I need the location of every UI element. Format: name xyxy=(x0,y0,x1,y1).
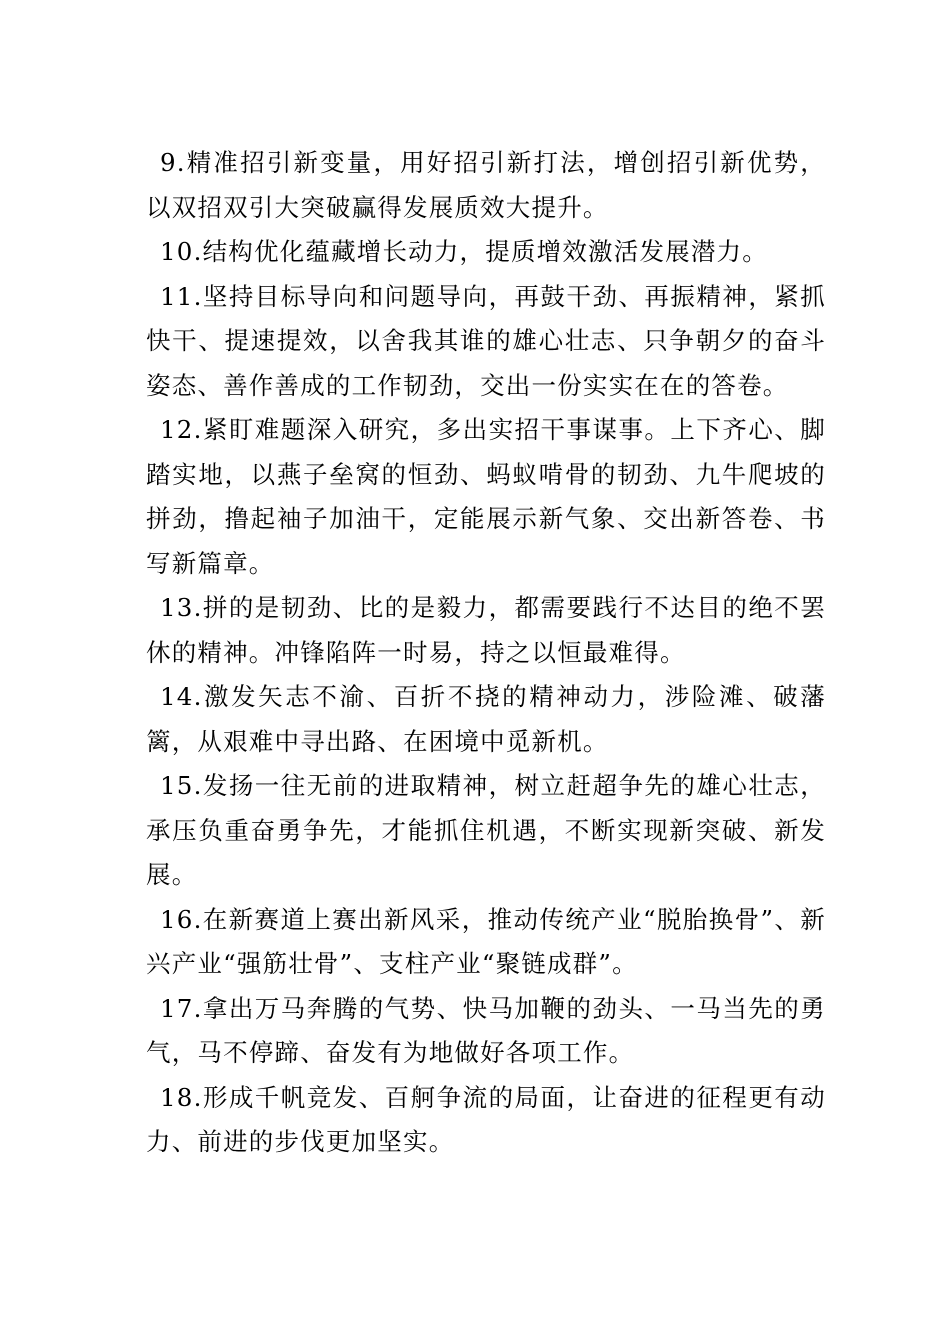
paragraph-18: 18.形成千帆竞发、百舸争流的局面，让奋进的征程更有动力、前进的步伐更加坚实。 xyxy=(146,1082,826,1156)
paragraph-14: 14.激发矢志不渝、百折不挠的精神动力，涉险滩、破藩篱，从艰难中寻出路、在困境中觅新机。 xyxy=(146,682,826,756)
document-page xyxy=(146,141,826,1165)
paragraph-10: 10.结构优化蕴藏增长动力，提质增效激活发展潜力。 xyxy=(160,237,768,266)
paragraph-15: 15.发扬一往无前的进取精神，树立赶超争先的雄心壮志，承压负重奋勇争先，才能抓住机遇，不断实现新突破、新发展。 xyxy=(146,771,826,889)
paragraph-17: 17.拿出万马奔腾的气势、快马加鞭的劲头、一马当先的勇气，马不停蹄、奋发有为地做好各项工作。 xyxy=(146,993,826,1067)
paragraph-11: 11.坚持目标导向和问题导向，再鼓干劲、再振精神，紧抓快干、提速提效，以舍我其谁的雄心壮志、只争朝夕的奋斗姿态、善作善成的工作韧劲，交出一份实实在在的答卷。 xyxy=(146,281,826,400)
paragraph-13: 13.拼的是韧劲、比的是毅力，都需要践行不达目的绝不罢休的精神。冲锋陷阵一时易，持之以恒最难得。 xyxy=(146,593,826,667)
paragraph-16: 16.在新赛道上赛出新风采，推动传统产业“脱胎换骨”、新兴产业“强筋壮骨”、支柱产业“聚链成群”。 xyxy=(146,904,826,978)
paragraph-9: 9.精准招引新变量，用好招引新打法，增创招引新优势，以双招双引大突破赢得发展质效大提升。 xyxy=(146,148,826,222)
paragraph-12: 12.紧盯难题深入研究，多出实招干事谋事。上下齐心、脚踏实地，以燕子垒窝的恒劲、蚂蚁啃骨的韧劲、九牛爬坡的拼劲，撸起袖子加油干，定能展示新气象、交出新答卷、书写新篇章。 xyxy=(146,415,826,578)
